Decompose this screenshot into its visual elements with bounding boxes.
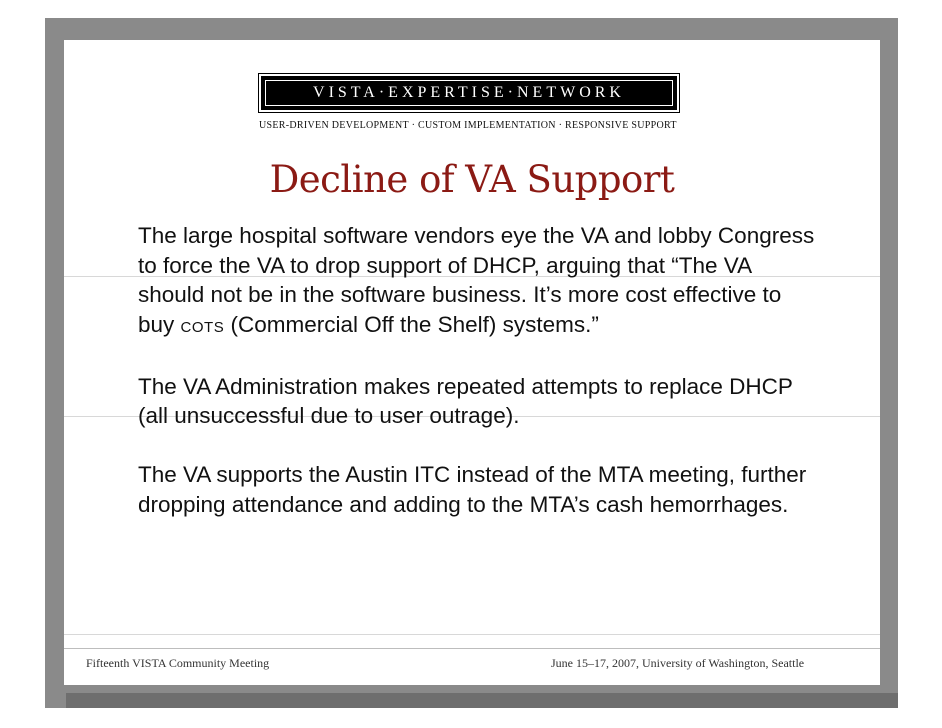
paragraph-administration: The VA Administration makes repeated attempts to replace DHCP (all unsuccessful due to user outrage).	[138, 373, 793, 428]
paragraph-austin-itc: The VA supports the Austin ITC instead of the MTA meeting, further dropping attendance and adding to the MTA’s cash hemorrhages.	[138, 462, 807, 517]
slide-frame-shadow	[66, 693, 898, 708]
paragraph-cots	[138, 221, 818, 342]
gridline	[64, 634, 880, 635]
footer-divider	[64, 648, 880, 649]
acronym-cots: COTS	[180, 318, 225, 336]
logo-text: VISTA·EXPERTISE·NETWORK	[265, 80, 673, 106]
slide-body	[138, 221, 818, 519]
slide	[64, 40, 880, 685]
paragraph-text: (Commercial Off the Shelf) systems.”	[224, 311, 599, 337]
paragraph-text: The large hospital software vendors eye the VA and lobby Congress to force the VA to drop support of DHCP, arguing that “The VA should not be in the software business. It’s more cost effective to buy	[138, 223, 815, 337]
vista-expertise-network-logo	[261, 76, 677, 110]
slide-title: Decline of VA Support	[269, 158, 675, 201]
footer-date-location: June 15–17, 2007, University of Washington, Seattle	[551, 656, 805, 670]
tagline: USER-DRIVEN DEVELOPMENT · CUSTOM IMPLEMENTATION · RESPONSIVE SUPPORT	[259, 120, 677, 131]
footer-meeting: Fifteenth VISTA Community Meeting	[86, 656, 270, 670]
